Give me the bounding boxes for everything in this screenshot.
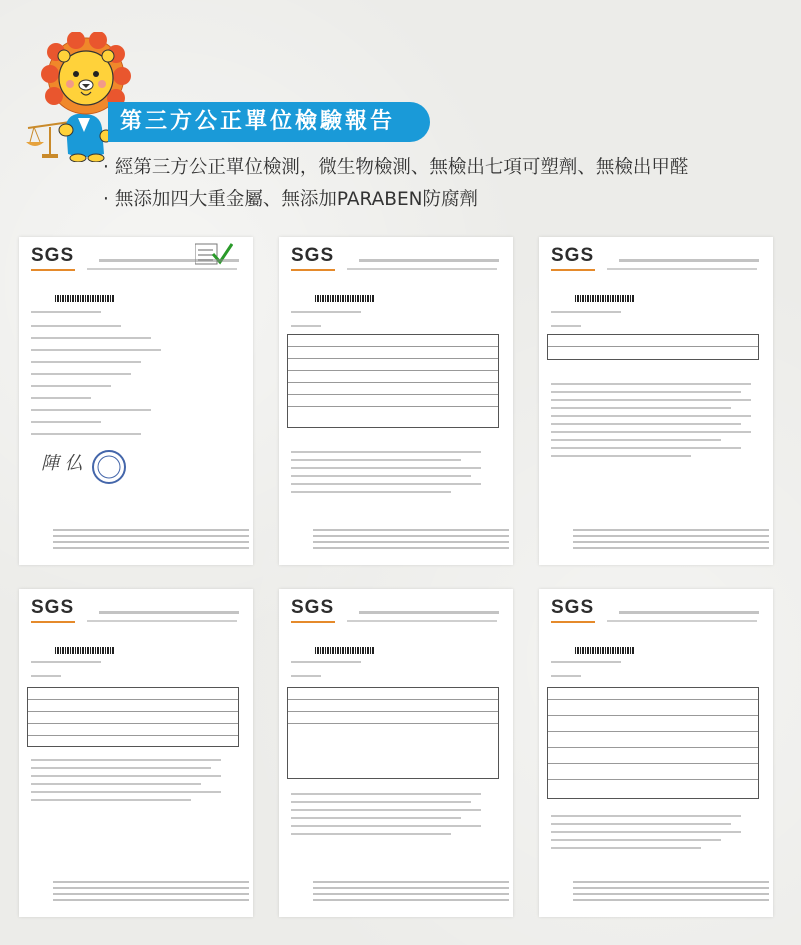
table-row bbox=[548, 688, 758, 700]
table-row bbox=[28, 724, 238, 736]
table-row bbox=[288, 335, 498, 347]
header-line bbox=[359, 259, 499, 262]
table-row bbox=[28, 700, 238, 712]
text-line bbox=[551, 431, 751, 433]
text-line bbox=[291, 817, 461, 819]
text-line bbox=[551, 383, 751, 385]
sgs-logo: SGS bbox=[291, 597, 335, 618]
footer-line bbox=[313, 893, 509, 895]
text-line bbox=[551, 839, 721, 841]
barcode bbox=[575, 647, 635, 654]
report-document bbox=[19, 237, 253, 565]
logo-underline bbox=[31, 621, 75, 623]
text-line bbox=[31, 783, 201, 785]
text-line bbox=[551, 439, 721, 441]
footer-line bbox=[573, 893, 769, 895]
text-line bbox=[31, 409, 151, 411]
table-row bbox=[28, 688, 238, 700]
footer-line bbox=[53, 887, 249, 889]
footer-line bbox=[313, 899, 509, 901]
results-table bbox=[27, 687, 239, 747]
header-line bbox=[607, 268, 757, 270]
results-table bbox=[287, 334, 499, 428]
text-line bbox=[291, 311, 361, 313]
bullet-item bbox=[103, 184, 688, 216]
text-line bbox=[291, 801, 471, 803]
text-line bbox=[551, 407, 731, 409]
table-row bbox=[288, 700, 498, 712]
footer-line bbox=[573, 887, 769, 889]
table-row bbox=[548, 347, 758, 359]
lion-mascot-icon bbox=[26, 32, 136, 162]
text-line bbox=[291, 825, 481, 827]
sgs-seal-icon bbox=[39, 447, 135, 487]
barcode bbox=[315, 647, 375, 654]
footer-line bbox=[53, 547, 249, 549]
logo-underline bbox=[31, 269, 75, 271]
footer-line bbox=[53, 899, 249, 901]
table-row bbox=[288, 712, 498, 724]
text-line bbox=[551, 847, 701, 849]
text-line bbox=[291, 675, 321, 677]
table-row bbox=[288, 371, 498, 383]
text-line bbox=[291, 483, 481, 485]
bullet-text: 無添加四大重金屬、無添加PARABEN防腐劑 bbox=[114, 189, 478, 210]
results-table bbox=[287, 687, 499, 779]
footer-line bbox=[53, 881, 249, 883]
text-line bbox=[31, 325, 121, 327]
table-row bbox=[288, 383, 498, 395]
sgs-logo: SGS bbox=[291, 245, 335, 266]
report-document bbox=[19, 589, 253, 917]
text-line bbox=[551, 661, 621, 663]
footer-line bbox=[313, 535, 509, 537]
table-row bbox=[548, 700, 758, 716]
footer-line bbox=[53, 541, 249, 543]
footer-line bbox=[53, 893, 249, 895]
text-line bbox=[551, 311, 621, 313]
text-line bbox=[31, 433, 141, 435]
header-line bbox=[347, 620, 497, 622]
footer-line bbox=[573, 535, 769, 537]
text-line bbox=[291, 661, 361, 663]
table-row bbox=[288, 724, 498, 780]
table-row bbox=[548, 716, 758, 732]
sgs-logo: SGS bbox=[551, 597, 595, 618]
page-title: 第三方公正單位檢驗報告 bbox=[108, 102, 430, 142]
text-line bbox=[31, 397, 91, 399]
text-line bbox=[31, 661, 101, 663]
text-line bbox=[291, 833, 451, 835]
text-line bbox=[31, 791, 221, 793]
sgs-logo: SGS bbox=[31, 597, 75, 618]
table-row bbox=[288, 359, 498, 371]
text-line bbox=[31, 385, 111, 387]
green-check-icon bbox=[195, 242, 233, 266]
logo-underline bbox=[291, 621, 335, 623]
table-row bbox=[28, 736, 238, 748]
text-line bbox=[291, 451, 481, 453]
text-line bbox=[31, 421, 101, 423]
sgs-logo: SGS bbox=[551, 245, 595, 266]
footer-line bbox=[573, 547, 769, 549]
report-document bbox=[279, 589, 513, 917]
text-line bbox=[551, 325, 581, 327]
header-line bbox=[619, 611, 759, 614]
table-row bbox=[288, 688, 498, 700]
text-line bbox=[551, 391, 741, 393]
text-line bbox=[31, 361, 141, 363]
table-row bbox=[288, 395, 498, 407]
header-line bbox=[99, 259, 239, 262]
report-document bbox=[539, 589, 773, 917]
table-row bbox=[548, 335, 758, 347]
bullet-text: 經第三方公正單位檢測，微生物檢測、無檢出七項可塑劑、無檢出甲醛 bbox=[114, 157, 689, 178]
footer-line bbox=[573, 899, 769, 901]
footer-line bbox=[313, 541, 509, 543]
footer-line bbox=[313, 887, 509, 889]
header-line bbox=[607, 620, 757, 622]
header-line bbox=[619, 259, 759, 262]
bullet-item bbox=[103, 152, 688, 184]
barcode bbox=[55, 647, 115, 654]
text-line bbox=[31, 767, 211, 769]
footer-line bbox=[53, 535, 249, 537]
bullet-list bbox=[103, 152, 688, 216]
text-line bbox=[551, 455, 691, 457]
text-line bbox=[551, 823, 731, 825]
header-line bbox=[347, 268, 497, 270]
header-line bbox=[87, 620, 237, 622]
header-line bbox=[359, 611, 499, 614]
text-line bbox=[291, 467, 481, 469]
text-line bbox=[31, 337, 151, 339]
text-line bbox=[551, 815, 741, 817]
table-row bbox=[548, 732, 758, 748]
table-row bbox=[28, 712, 238, 724]
table-row bbox=[288, 407, 498, 419]
text-line bbox=[291, 491, 451, 493]
results-table bbox=[547, 687, 759, 799]
text-line bbox=[31, 373, 131, 375]
text-line bbox=[291, 325, 321, 327]
text-line bbox=[291, 793, 481, 795]
svg-text:陣 仏: 陣 仏 bbox=[41, 453, 83, 474]
logo-underline bbox=[551, 621, 595, 623]
sgs-logo: SGS bbox=[31, 245, 75, 266]
text-line bbox=[291, 809, 481, 811]
table-row bbox=[548, 780, 758, 796]
text-line bbox=[551, 423, 741, 425]
text-line bbox=[551, 447, 741, 449]
footer-line bbox=[573, 529, 769, 531]
text-line bbox=[31, 675, 61, 677]
text-line bbox=[551, 831, 741, 833]
header-line bbox=[87, 268, 237, 270]
footer-line bbox=[313, 881, 509, 883]
text-line bbox=[551, 675, 581, 677]
text-line bbox=[31, 775, 221, 777]
header-line bbox=[99, 611, 239, 614]
text-line bbox=[551, 399, 751, 401]
table-row bbox=[548, 748, 758, 764]
bullet-marker: · bbox=[103, 157, 109, 178]
footer-line bbox=[313, 547, 509, 549]
report-document bbox=[539, 237, 773, 565]
text-line bbox=[291, 459, 461, 461]
text-line bbox=[31, 799, 191, 801]
barcode bbox=[315, 295, 375, 302]
table-row bbox=[548, 764, 758, 780]
footer-line bbox=[573, 541, 769, 543]
barcode bbox=[55, 295, 115, 302]
text-line bbox=[31, 759, 221, 761]
logo-underline bbox=[291, 269, 335, 271]
text-line bbox=[291, 475, 471, 477]
text-line bbox=[31, 311, 101, 313]
results-table bbox=[547, 334, 759, 360]
footer-line bbox=[313, 529, 509, 531]
barcode bbox=[575, 295, 635, 302]
text-line bbox=[551, 415, 751, 417]
bullet-marker: · bbox=[103, 189, 109, 210]
logo-underline bbox=[551, 269, 595, 271]
report-document bbox=[279, 237, 513, 565]
footer-line bbox=[573, 881, 769, 883]
table-row bbox=[288, 347, 498, 359]
footer-line bbox=[53, 529, 249, 531]
text-line bbox=[31, 349, 161, 351]
